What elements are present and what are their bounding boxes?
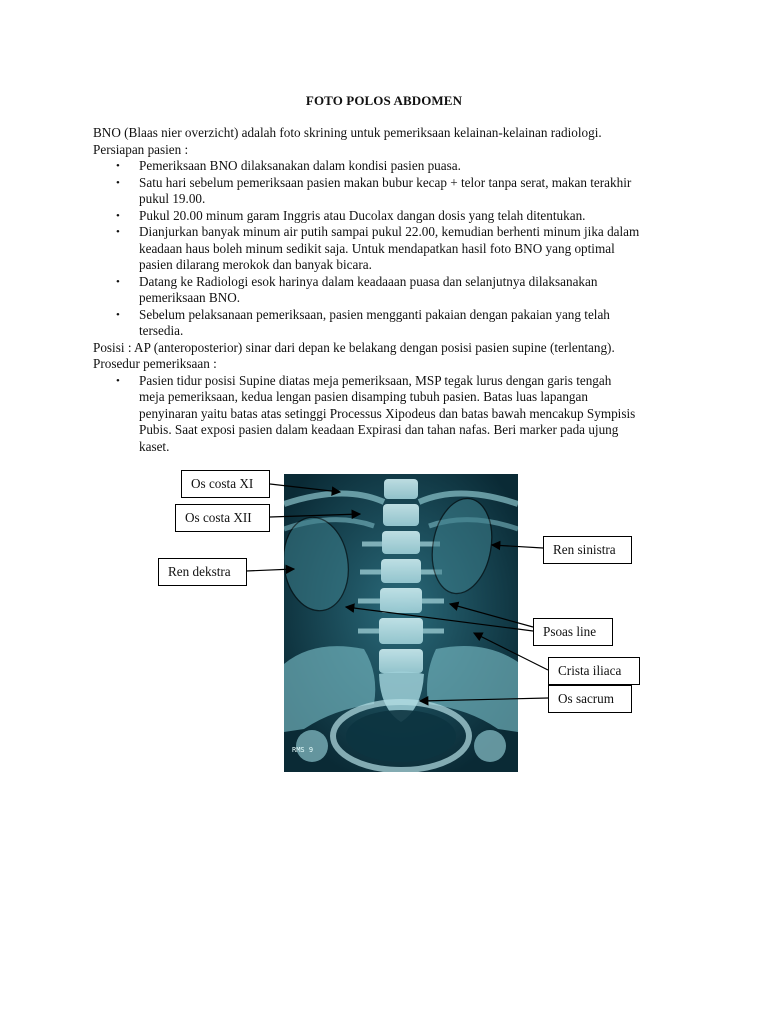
bullet-icon: • xyxy=(116,176,120,189)
bullet-icon: • xyxy=(116,308,120,321)
list-item-line: Pukul 20.00 minum garam Inggris atau Ducolax dangan dosis yang telah ditentukan. xyxy=(139,207,586,223)
list-item-line: penyinaran yaitu batas atas setinggi Processus Xipodeus dan batas bawah mencakup Sympisis xyxy=(139,405,636,421)
list-item-line: Pubis. Saat exposi pasien dalam keadaan Expirasi dan tahan nafas. Beri marker pada ujung xyxy=(139,422,619,437)
list-item-line: kaset. xyxy=(139,438,170,454)
xray-marker-text: RMS 9 xyxy=(292,746,314,754)
bullet-icon: • xyxy=(116,226,120,238)
prosedur-heading: Prosedur pemeriksaan : xyxy=(93,356,217,371)
document-title: FOTO POLOS ABDOMEN xyxy=(305,93,463,108)
list-item-line: Pasien tidur posisi Supine diatas meja pemeriksaan, MSP tegak lurus dengan garis tengah xyxy=(139,372,612,388)
list-item xyxy=(93,224,693,274)
list-item-line: Satu hari sebelum pemeriksaan pasien makan bubur kecap + telor tanpa serat, makan terakhir xyxy=(139,174,632,190)
list-item xyxy=(93,158,693,175)
bullet-icon: • xyxy=(116,374,120,387)
intro-paragraph: BNO (Blaas nier overzicht) adalah foto skrining untuk pemeriksaan kelainan-kelainan radiologi. xyxy=(93,125,602,140)
bullet-icon: • xyxy=(116,160,120,172)
list-item-line: Dianjurkan banyak minum air putih sampai pukul 22.00, kemudian berhenti minum jika dalam xyxy=(139,224,640,239)
list-item-line: tersedia. xyxy=(139,323,184,338)
label-crista-iliaca: Crista iliaca xyxy=(548,657,640,685)
list-item xyxy=(93,274,693,307)
list-item xyxy=(93,373,693,456)
label-ren-sinistra: Ren sinistra xyxy=(543,536,632,564)
label-ren-dekstra: Ren dekstra xyxy=(158,558,247,586)
list-item xyxy=(93,175,693,208)
bullet-icon: • xyxy=(116,275,120,288)
posisi-paragraph: Posisi : AP (anteroposterior) sinar dari depan ke belakang dengan posisi pasien supine (terlentang). xyxy=(93,339,615,355)
label-os-costa-xi: Os costa XI xyxy=(181,470,270,498)
list-item-line: Sebelum pelaksanaan pemeriksaan, pasien mengganti pakaian dengan pakaian yang telah xyxy=(139,306,610,322)
list-item-line: pemeriksaan BNO. xyxy=(139,290,241,305)
label-psoas-line: Psoas line xyxy=(533,618,613,646)
bullet-icon: • xyxy=(116,209,120,222)
persiapan-list xyxy=(93,158,693,340)
label-os-costa-xii: Os costa XII xyxy=(175,504,270,532)
list-item xyxy=(93,307,693,340)
persiapan-heading: Persiapan pasien : xyxy=(93,141,189,157)
xray-drawing xyxy=(284,474,518,772)
list-item-line: keadaan haus boleh minum sedikit saja. Untuk mendapatkan hasil foto BNO yang optimal xyxy=(139,240,615,256)
list-item-line: pukul 19.00. xyxy=(139,191,206,206)
prosedur-list xyxy=(93,373,693,456)
list-item-line: Pemeriksaan BNO dilaksanakan dalam kondisi pasien puasa. xyxy=(139,158,461,173)
label-os-sacrum: Os sacrum xyxy=(548,685,632,713)
document-body xyxy=(93,125,693,455)
list-item-line: Datang ke Radiologi esok harinya dalam keadaaan puasa dan selanjutnya dilaksanakan xyxy=(139,273,598,289)
abdomen-xray-image xyxy=(284,474,518,772)
list-item xyxy=(93,208,693,225)
list-item-line: pasien dilarang merokok dan banyak bicara. xyxy=(139,257,372,272)
list-item-line: meja pemeriksaan, kedua lengan pasien disamping tubuh pasien. Batas luas lapangan xyxy=(139,389,588,404)
